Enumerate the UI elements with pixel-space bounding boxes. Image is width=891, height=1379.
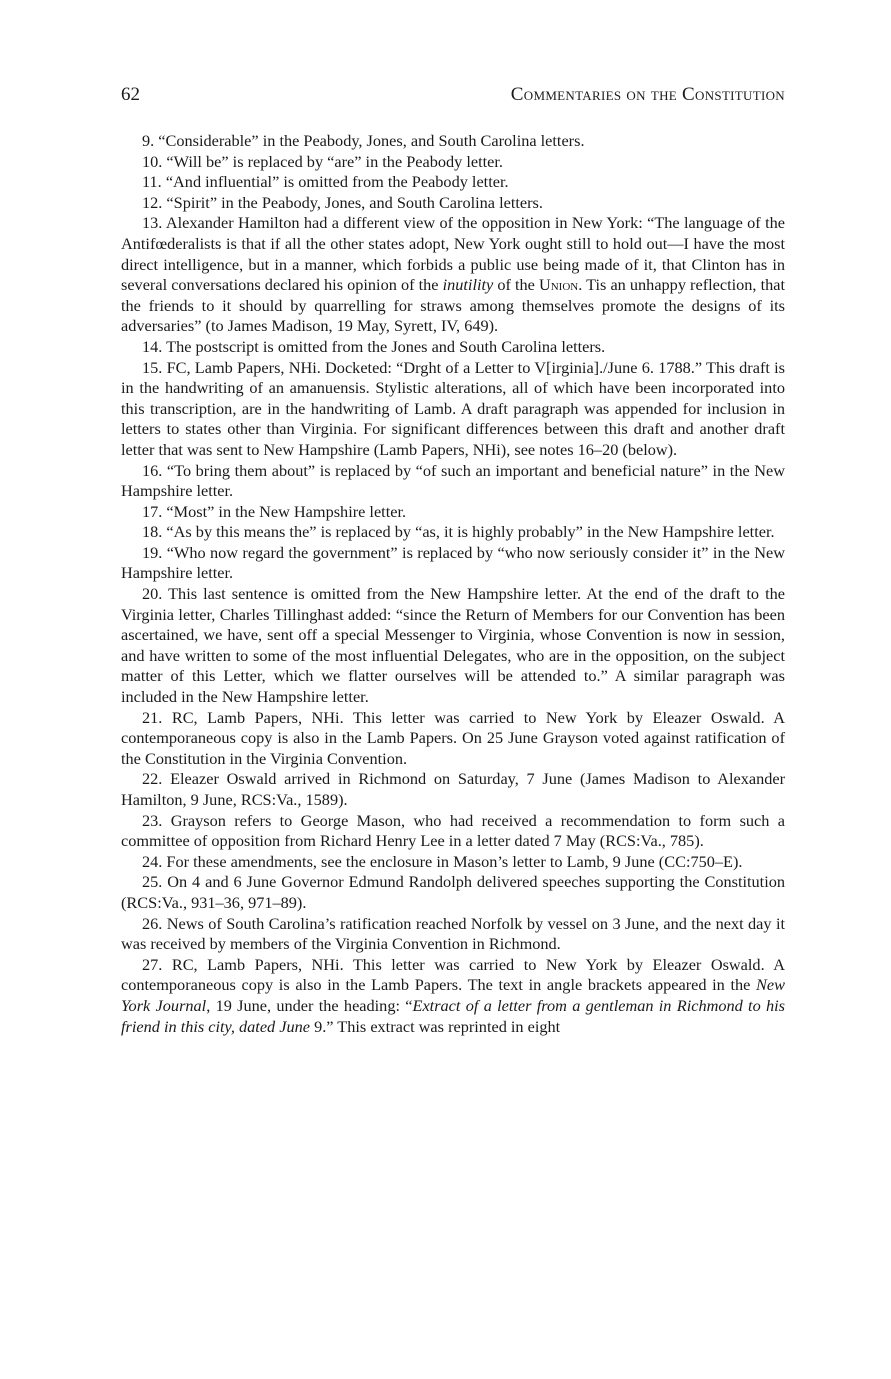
footnote-text: 26. News of South Carolina’s ratification reached Norfolk by vessel on 3 June, and the next day it was received by members of the Virginia Convention in Richmond. bbox=[121, 913, 785, 954]
footnote-text: 12. “Spirit” in the Peabody, Jones, and South Carolina letters. bbox=[142, 192, 543, 212]
running-header bbox=[121, 84, 785, 114]
footnote bbox=[121, 852, 785, 873]
footnote-text: 24. For these amendments, see the enclosure in Mason’s letter to Lamb, 9 June (CC:750–E). bbox=[142, 851, 743, 871]
footnote-text: 20. This last sentence is omitted from the New Hampshire letter. At the end of the draft to the Virginia letter, Charles Tillinghast added: “since the Return of Members for our Convention has been ascertained, we have, sent off a special Messenger to Virginia, whose Convention is now in session, and have written to some of the most influential Delegates, who are in the opposition, on the subject matter of this Letter, which we flatter ourselves will be attended to.” A similar paragraph was included in the New Hampshire letter. bbox=[121, 584, 785, 707]
footnote bbox=[121, 461, 785, 502]
italic-text: Extract of a letter from a gentleman in Richmond to his friend in this city, dated June bbox=[121, 995, 786, 1036]
footnote-text: 21. RC, Lamb Papers, NHi. This letter was carried to New York by Eleazer Oswald. A contemporaneous copy is also in the Lamb Papers. On 25 June Grayson voted against ratification of the Constitution in the Virginia Convention. bbox=[121, 707, 785, 768]
footnote-text: 19. “Who now regard the government” is replaced by “who now seriously consider it” in the New Hampshire letter. bbox=[121, 542, 785, 583]
running-title: Commentaries on the Constitution bbox=[510, 84, 785, 105]
footnote-text: 11. “And influential” is omitted from the Peabody letter. bbox=[142, 172, 509, 192]
small-caps-text: Union bbox=[538, 275, 579, 295]
footnote bbox=[121, 708, 785, 770]
footnote bbox=[121, 193, 785, 214]
footnote bbox=[121, 955, 785, 1037]
footnote-text: 27. RC, Lamb Papers, NHi. This letter was carried to New York by Eleazer Oswald. A contemporaneous copy is also in the Lamb Papers. The text in angle brackets appeared in the bbox=[121, 954, 785, 995]
footnote bbox=[121, 152, 785, 173]
footnote-text: 9.” This extract was reprinted in eight bbox=[310, 1016, 561, 1036]
footnote-text: 25. On 4 and 6 June Governor Edmund Randolph delivered speeches supporting the Constitution (RCS:Va., 931–36, 971–89). bbox=[121, 872, 785, 912]
footnote bbox=[121, 502, 785, 523]
footnote-text: 9. “Considerable” in the Peabody, Jones, and South Carolina letters. bbox=[142, 131, 585, 150]
footnote-text: 22. Eleazer Oswald arrived in Richmond on Saturday, 7 June (James Madison to Alexander Hamilton, 9 June, RCS:Va., 1589). bbox=[121, 769, 785, 809]
footnote bbox=[121, 769, 785, 810]
footnote-text: , 19 June, under the heading: “ bbox=[206, 995, 413, 1015]
footnote bbox=[121, 337, 785, 358]
footnote bbox=[121, 811, 785, 852]
footnote-text: 18. “As by this means the” is replaced by “as, it is highly probably” in the New Hampshire letter. bbox=[142, 522, 775, 542]
footnote bbox=[121, 543, 785, 584]
footnote-text: 13. Alexander Hamilton had a different view of the opposition in New York: “The language of the Antifœderalists is that if all the other states adopt, New York ought still to hold out—I have the most direct intelligence, but in a manner, which forbids a public use being made of it, that Clinton has in several conversations declared his opinion of the bbox=[121, 213, 785, 295]
footnote-text: 16. “To bring them about” is replaced by “of such an important and beneficial nature” in the New Hampshire letter. bbox=[121, 460, 785, 501]
footnotes bbox=[121, 131, 785, 1037]
footnote bbox=[121, 872, 785, 913]
footnote bbox=[121, 584, 785, 708]
footnote bbox=[121, 213, 785, 337]
footnote-text: 10. “Will be” is replaced by “are” in the Peabody letter. bbox=[142, 151, 504, 171]
footnote-text: . Tis an unhappy reflection, that the friends to it should by quarrelling for straws among themselves promote the designs of its adversaries” (to James Madison, 19 May, Syrett, IV, 649). bbox=[121, 275, 786, 336]
footnote bbox=[121, 131, 785, 152]
footnote bbox=[121, 358, 785, 461]
footnote-text: of the bbox=[493, 275, 539, 295]
footnote-text: 15. FC, Lamb Papers, NHi. Docketed: “Drght of a Letter to V[irginia]./June 6. 1788.” This draft is in the handwriting of an amanuensis. Stylistic alterations, all of which have been incorporated into this transcription, are in the handwriting of Lamb. A draft paragraph was appended for inclusion in letters to states other than Virginia. For significant differences between this draft and another draft letter that was sent to New Hampshire (Lamb Papers, NHi), see notes 16–20 (below). bbox=[121, 357, 785, 459]
document-page bbox=[121, 84, 785, 1037]
footnote bbox=[121, 522, 785, 543]
page-number: 62 bbox=[121, 84, 140, 105]
italic-text: inutility bbox=[442, 275, 494, 295]
footnote-text: 17. “Most” in the New Hampshire letter. bbox=[142, 501, 407, 521]
footnote-text: 14. The postscript is omitted from the Jones and South Carolina letters. bbox=[142, 336, 606, 356]
italic-text: New York Journal bbox=[121, 975, 785, 1015]
footnote-text: 23. Grayson refers to George Mason, who had received a recommendation to form such a committee of opposition from Richard Henry Lee in a letter dated 7 May (RCS:Va., 785). bbox=[121, 810, 785, 851]
footnote bbox=[121, 914, 785, 955]
footnote bbox=[121, 172, 785, 193]
